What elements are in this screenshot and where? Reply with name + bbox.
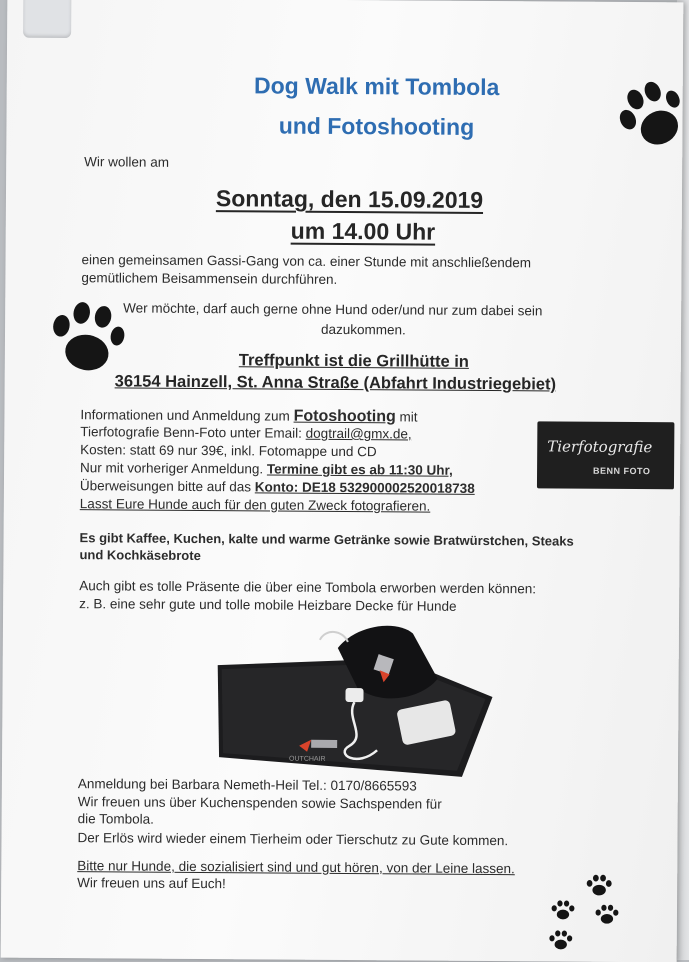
email-prefix: Tierfotografie Benn-Foto unter Email: <box>80 424 302 441</box>
tombola-line2: z. B. eine sehr gute und tolle mobile Heizbare Decke für Hunde <box>79 596 457 614</box>
logo-script: Tierfotografie <box>547 437 653 457</box>
paw-print-icon <box>549 899 577 921</box>
photograph-line: Lasst Eure Hunde auch für den guten Zweck fotografieren. <box>79 496 431 514</box>
info-prefix: Informationen und Anmeldung zum <box>80 407 290 424</box>
paw-print-icon <box>547 929 575 951</box>
paw-print-icon <box>593 904 621 926</box>
paw-print-icon <box>35 293 133 383</box>
paw-print-icon <box>584 874 614 898</box>
cake-line2: die Tombola. <box>77 811 154 827</box>
poster-title-line2: und Fotoshooting <box>278 112 475 140</box>
benn-foto-logo <box>537 421 674 489</box>
description-line1: einen gemeinsamen Gassi-Gang von ca. einer Stunde mit anschließendem <box>81 252 532 271</box>
transfer-line <box>80 478 475 496</box>
tombola-line1: Auch gibt es tolle Präsente die über eine Tombola erworben werden können: <box>79 578 537 597</box>
meeting-point-line2: 36154 Hainzell, St. Anna Straße (Abfahrt Industriegebiet) <box>114 372 557 394</box>
appointment-time: Termine gibt es ab 11:30 Uhr, <box>266 461 453 478</box>
food-line2: und Kochkäsebrote <box>79 547 201 564</box>
intro-text: Wir wollen am <box>84 154 170 170</box>
paw-print-icon <box>599 68 689 169</box>
description-line2: gemütlichem Beisammensein durchführen. <box>81 270 338 287</box>
logo-brand: BENN FOTO <box>593 465 651 477</box>
tape-strip <box>23 0 71 38</box>
leash-line: Bitte nur Hunde, die sozialisiert sind und gut hören, von der Leine lassen. <box>77 858 515 877</box>
contact-line: Anmeldung bei Barbara Nemeth-Heil Tel.: 0170/8665593 <box>77 776 417 794</box>
event-time: um 14.00 Uhr <box>290 217 436 245</box>
meeting-point-line1: Treffpunkt ist die Grillhütte in <box>238 351 469 371</box>
cake-line1: Wir freuen uns über Kuchenspenden sowie Sachspenden für <box>77 794 442 812</box>
photo-brand-text: OUTCHAIR <box>289 755 326 763</box>
email-link[interactable]: dogtrail@gmx.de, <box>305 425 412 442</box>
invite-line2: dazukommen. <box>320 321 406 338</box>
poster-title-line1: Dog Walk mit Tombola <box>253 72 500 101</box>
info-fotoshooting: Fotoshooting <box>293 407 396 426</box>
food-line1: Es gibt Kaffee, Kuchen, kalte und warme Getränke sowie Bratwürstchen, Steaks <box>79 530 574 549</box>
costs-line: Kosten: statt 69 nur 39€, inkl. Fotomappe und CD <box>80 442 377 460</box>
appointment-prefix: Nur mit vorheriger Anmeldung. <box>80 460 264 477</box>
proceeds-line: Der Erlös wird wieder einem Tierheim oder Tierschutz zu Gute kommen. <box>77 830 509 849</box>
info-suffix: mit <box>399 409 418 425</box>
email-line <box>80 424 411 441</box>
event-date: Sonntag, den 15.09.2019 <box>215 185 484 213</box>
closing-line: Wir freuen uns auf Euch! <box>77 875 226 892</box>
invite-line1: Wer möchte, darf auch gerne ohne Hund oder/und nur zum dabei sein <box>123 300 543 319</box>
appointment-line <box>80 460 453 478</box>
info-line <box>80 406 417 426</box>
poster-paper <box>1 0 684 962</box>
transfer-prefix: Überweisungen bitte auf das <box>79 478 252 495</box>
heated-blanket-photo <box>207 617 498 779</box>
transfer-account: Konto: DE18 532900002520018738 <box>254 479 475 496</box>
